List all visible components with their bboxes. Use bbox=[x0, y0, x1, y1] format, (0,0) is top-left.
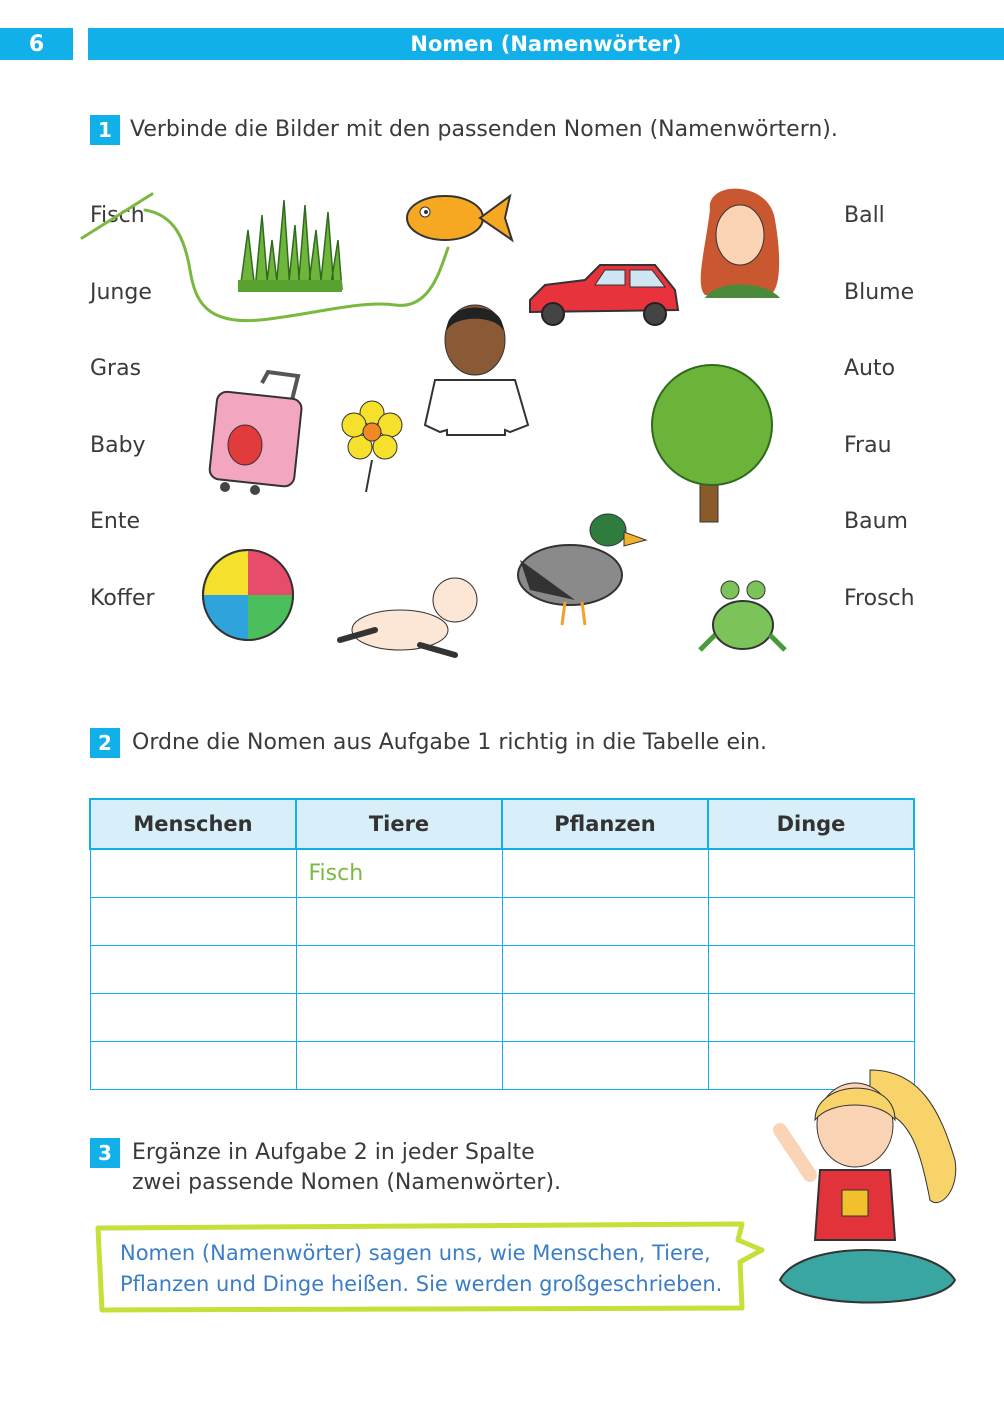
table-cell[interactable] bbox=[90, 898, 296, 946]
ball-icon bbox=[203, 550, 293, 640]
page-number: 6 bbox=[0, 28, 73, 60]
suitcase-icon bbox=[209, 372, 303, 495]
task-1-illustrations bbox=[0, 0, 1004, 700]
word-left-5: Ente bbox=[90, 509, 141, 534]
page-title: Nomen (Namenwörter) bbox=[88, 28, 1004, 60]
word-left-4: Baby bbox=[90, 433, 146, 458]
table-cell[interactable] bbox=[708, 898, 914, 946]
info-line-1: Nomen (Namenwörter) sagen uns, wie Menschen, Tiere, bbox=[120, 1241, 711, 1265]
table-cell[interactable] bbox=[296, 1042, 502, 1090]
car-icon bbox=[530, 265, 678, 325]
info-line-2: Pflanzen und Dinge heißen. Sie werden großgeschrieben. bbox=[120, 1272, 723, 1296]
table-cell[interactable] bbox=[502, 946, 708, 994]
word-right-2: Blume bbox=[844, 280, 915, 305]
word-right-4: Frau bbox=[844, 433, 892, 458]
task-2-number: 2 bbox=[90, 728, 120, 758]
word-left-3: Gras bbox=[90, 356, 142, 381]
table-cell[interactable] bbox=[708, 994, 914, 1042]
column-header-dinge: Dinge bbox=[708, 799, 914, 849]
table-cell[interactable] bbox=[296, 994, 502, 1042]
word-right-3: Auto bbox=[844, 356, 896, 381]
flower-icon bbox=[342, 401, 402, 492]
table-cell[interactable] bbox=[90, 1042, 296, 1090]
fish-icon bbox=[407, 196, 512, 240]
column-header-menschen: Menschen bbox=[90, 799, 296, 849]
baby-icon bbox=[340, 578, 477, 655]
table-cell[interactable] bbox=[502, 1042, 708, 1090]
frog-icon bbox=[700, 581, 785, 650]
table-cell[interactable] bbox=[90, 946, 296, 994]
column-header-pflanzen: Pflanzen bbox=[502, 799, 708, 849]
table-row bbox=[90, 946, 914, 994]
word-right-5: Baum bbox=[844, 509, 908, 534]
table-cell[interactable] bbox=[502, 898, 708, 946]
task-3-instruction-line-1: Ergänze in Aufgabe 2 in jeder Spalte bbox=[132, 1140, 535, 1165]
boy-icon bbox=[425, 305, 528, 435]
word-right-6: Frosch bbox=[844, 586, 915, 611]
word-left-6: Koffer bbox=[90, 586, 155, 611]
girl-mascot-icon bbox=[770, 1050, 970, 1350]
task-3-instruction-line-2: zwei passende Nomen (Namenwörter). bbox=[132, 1170, 562, 1195]
noun-table bbox=[89, 798, 915, 1090]
task-1-number: 1 bbox=[90, 115, 120, 145]
info-text bbox=[120, 1238, 740, 1300]
woman-icon bbox=[701, 189, 780, 298]
grass-icon bbox=[238, 200, 342, 292]
duck-icon bbox=[518, 514, 646, 625]
table-cell[interactable] bbox=[708, 946, 914, 994]
word-left-2: Junge bbox=[90, 280, 152, 305]
task-2-instruction: Ordne die Nomen aus Aufgabe 1 richtig in die Tabelle ein. bbox=[132, 730, 768, 755]
table-cell[interactable] bbox=[502, 994, 708, 1042]
table-cell[interactable] bbox=[296, 946, 502, 994]
table-cell[interactable] bbox=[502, 849, 708, 898]
column-header-tiere: Tiere bbox=[296, 799, 502, 849]
table-cell[interactable] bbox=[296, 898, 502, 946]
table-cell[interactable] bbox=[90, 849, 296, 898]
table-cell[interactable]: Fisch bbox=[296, 849, 502, 898]
tree-icon bbox=[652, 365, 772, 522]
task-1-instruction: Verbinde die Bilder mit den passenden Nomen (Namenwörtern). bbox=[130, 117, 838, 142]
table-row bbox=[90, 898, 914, 946]
table-row bbox=[90, 994, 914, 1042]
word-left-1: Fisch bbox=[90, 203, 145, 228]
table-cell[interactable] bbox=[90, 994, 296, 1042]
table-row bbox=[90, 849, 914, 898]
task-3-number: 3 bbox=[90, 1138, 120, 1168]
word-right-1: Ball bbox=[844, 203, 885, 228]
table-cell[interactable] bbox=[708, 849, 914, 898]
